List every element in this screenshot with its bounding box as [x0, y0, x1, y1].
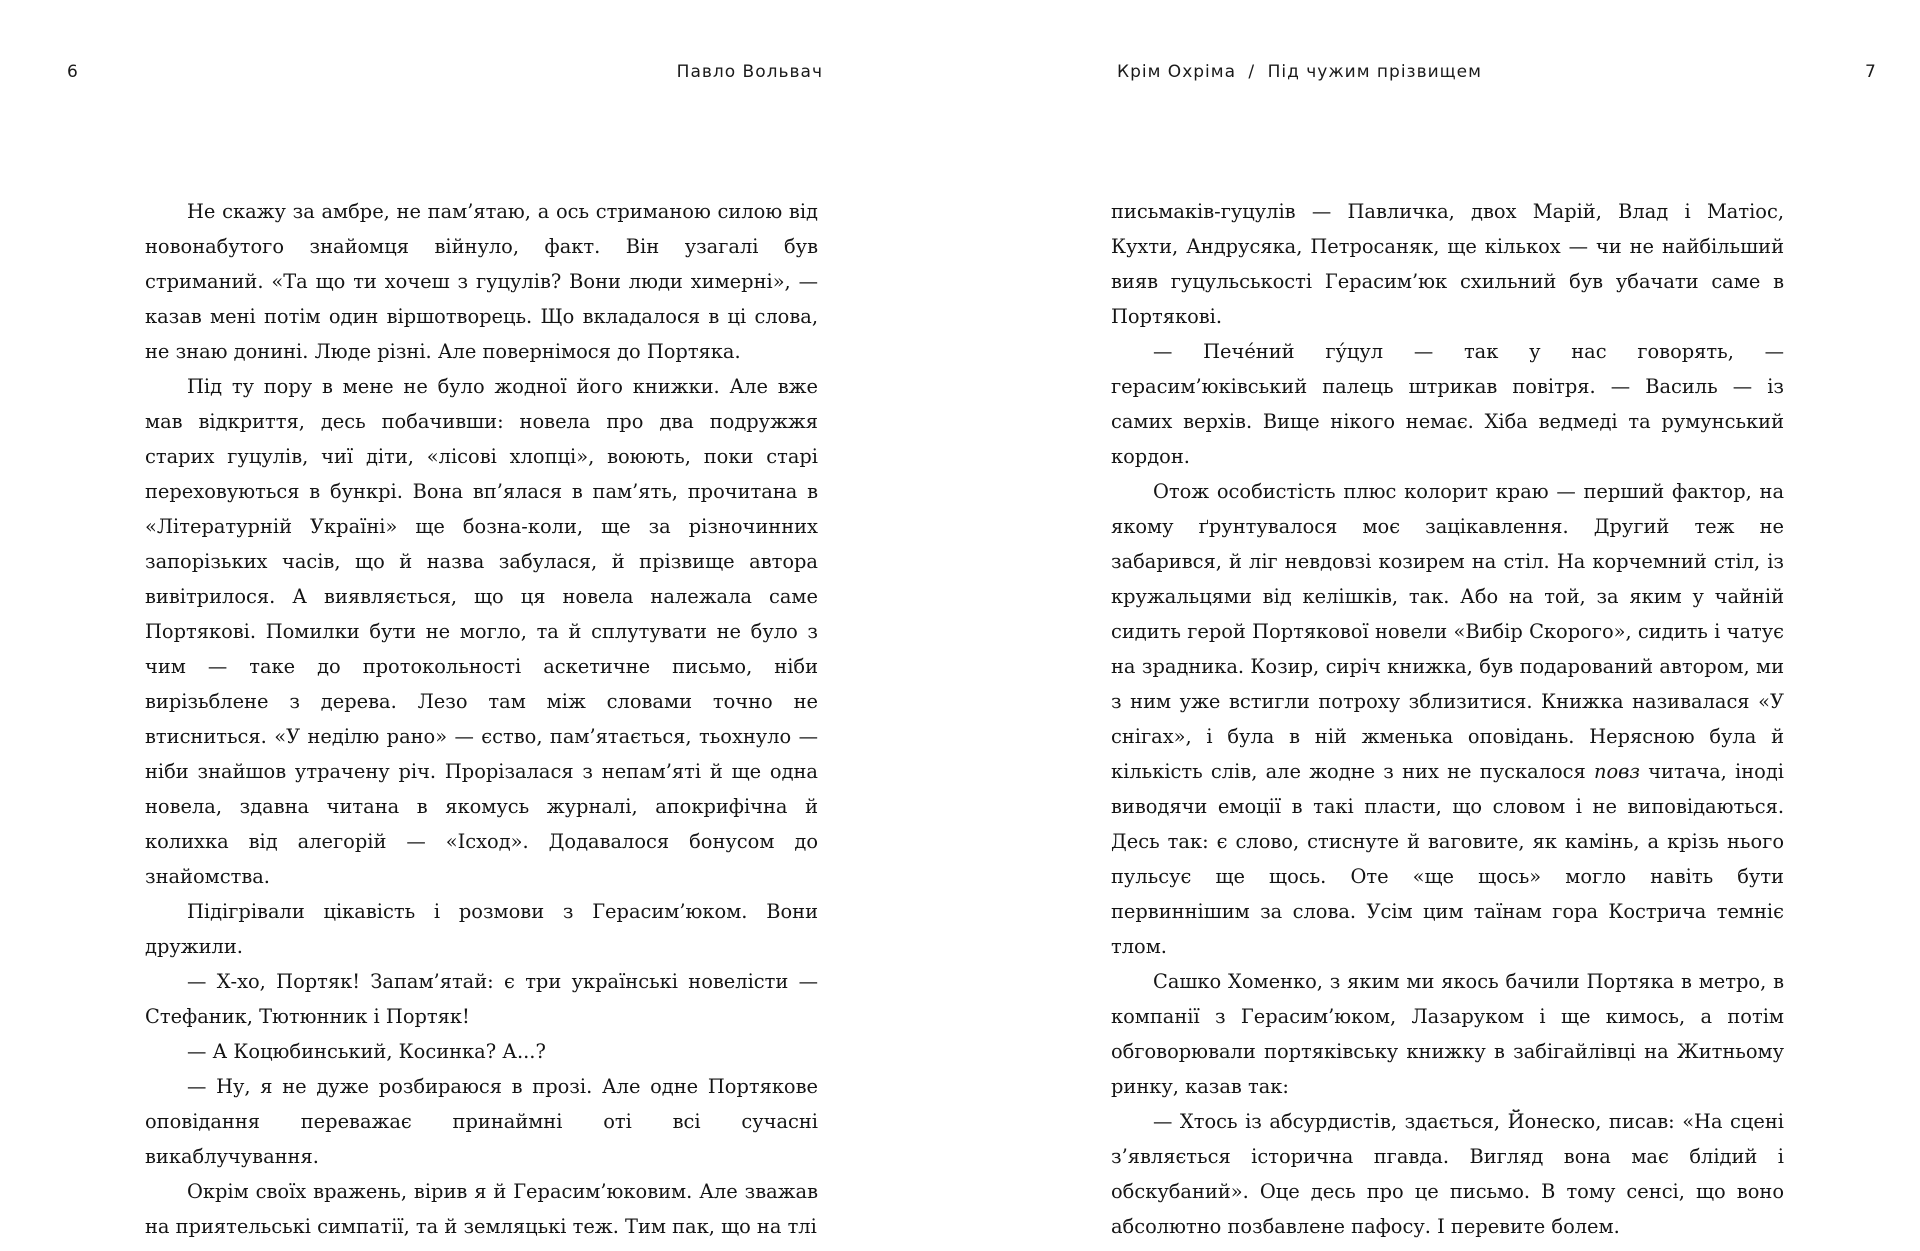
dialogue-line: — Хтось із абсурдистів, здається, Йонеско, писав: «На сцені з’являється історична пгавда. Вигляд вона має блідий і обскубаний». Оце десь про це письмо. В тому сенсі, що воно абсолютно позбавлене пафосу. І перевите болем. — [1111, 1110, 1784, 1238]
italic-word: повз — [1593, 760, 1640, 783]
paragraph-text: Отож особистість плюс колорит краю — перший фактор, на якому ґрунтувалося моє зацікавлення. Другий теж не забарився, й ліг невдовзі козирем на стіл. На корчемний стіл, із кружальцями від келішків, так. Або на той, за яким у чайній сидить герой Портякової новели «Вибір Скорого», сидить і чатує на зрадника. Козир, сиріч книжка, був подарований автором, ми з ним уже встигли потроху зблизитися. Книжка називалася «У снігах», і була в ній жменька оповідань. Нерясною була й кількість слів, але жодне з них не пускалося — [1111, 480, 1784, 783]
left-page-text — [145, 194, 818, 1244]
paragraph: Підігрівали цікавість і розмови з Герасим’юком. Вони дружили. — [145, 900, 818, 958]
dialogue-line: — Пече́ний гу́цул — так у нас говорять, — герасим’юківський палець штрикав повітря. — Василь — із самих верхів. Вище нікого немає. Хіба ведмеді та румунський кордон. — [1111, 340, 1784, 468]
running-head-section: Крім Охріма — [1117, 62, 1237, 82]
running-head-separator: / — [1248, 62, 1256, 82]
right-page-number: 7 — [1865, 62, 1877, 82]
paragraph: Під ту пору в мене не було жодної його книжки. Але вже мав відкриття, десь побачивши: новела про два подружжя старих гуцулів, чиї діти, «лісові хлопці», воюють, поки старі переховуються в бункрі. Вона вп’ялася в пам’ять, прочитана в «Літературній Україні» ще бозна-коли, ще за різночинних запорізьких часів, що й назва забулася, й прізвище автора вивітрилося. А виявляється, що ця новела належала саме Портякові. Помилки бути не могло, та й сплутувати не було з чим — таке до протокольності аскетичне письмо, ніби вирізьблене з дерева. Лезо там між словами точно не втисниться. «У неділю рано» — єство, пам’ятається, тьохнуло — ніби знайшов утрачену річ. Прорізалася з непам’яті й ще одна новела, здавна читана в якомусь журналі, апокрифічна й колихка від алегорій — «Ісход». Додавалося бонусом до знайомства. — [145, 375, 818, 888]
dialogue-line: — А Коцюбинський, Косинка? А...? — [187, 1040, 546, 1063]
paragraph: Не скажу за амбре, не пам’ятаю, а ось стриманою силою від новонабутого знайомця війнуло, факт. Він узагалі був стриманий. «Та що ти хочеш з гуцулів? Вони люди химерні», — казав мені потім один віршотворець. Що вкладалося в ці слова, не знаю донині. Люде різні. Але повернімося до Портяка. — [145, 200, 818, 363]
paragraph-text: читача, іноді виводячи емоції в такі пласти, що словом і не виповідаються. Десь так: є слово, стиснуте й ваговите, як камінь, а крізь нього пульсує ще щось. Оте «ще щось» могло навіть бути первиннішим за слова. Усім цим таїнам гора Кострича темніє тлом. — [1111, 760, 1784, 958]
paragraph: Сашко Хоменко, з яким ми якось бачили Портяка в метро, в компанії з Герасим’юком, Лазаруком і ще кимось, а потім обговорювали портяківську книжку в забігайлівці на Житньому ринку, казав так: — [1111, 970, 1784, 1098]
running-head-author: Павло Вольвач — [676, 62, 823, 82]
dialogue-line: — Ну, я не дуже розбираюся в прозі. Але одне Портякове оповідання переважає принаймні оті всі сучасні викаблучування. — [145, 1075, 818, 1168]
paragraph — [1111, 474, 1784, 964]
dialogue-line: — Х-хо, Портяк! Запам’ятай: є три українські новелісти — Стефаник, Тютюнник і Портяк! — [145, 970, 818, 1028]
paragraph: Окрім своїх вражень, вірив я й Герасим’юковим. Але зважав на приятельські симпатії, та й земляцькі теж. Тим пак, що на тлі — [145, 1180, 818, 1238]
left-page-number: 6 — [67, 62, 79, 82]
paragraph-continued: письмаків-гуцулів — Павличка, двох Марій, Влад і Матіос, Кухти, Андрусяка, Петросаняк, ще кількох — чи не найбільший вияв гуцульськості Герасим’юк схильний був убачати саме в Портякові. — [1111, 200, 1784, 328]
right-page-text — [1111, 194, 1784, 1244]
running-head-chapter: Під чужим прізвищем — [1267, 62, 1482, 82]
running-head-title — [1117, 60, 1482, 84]
